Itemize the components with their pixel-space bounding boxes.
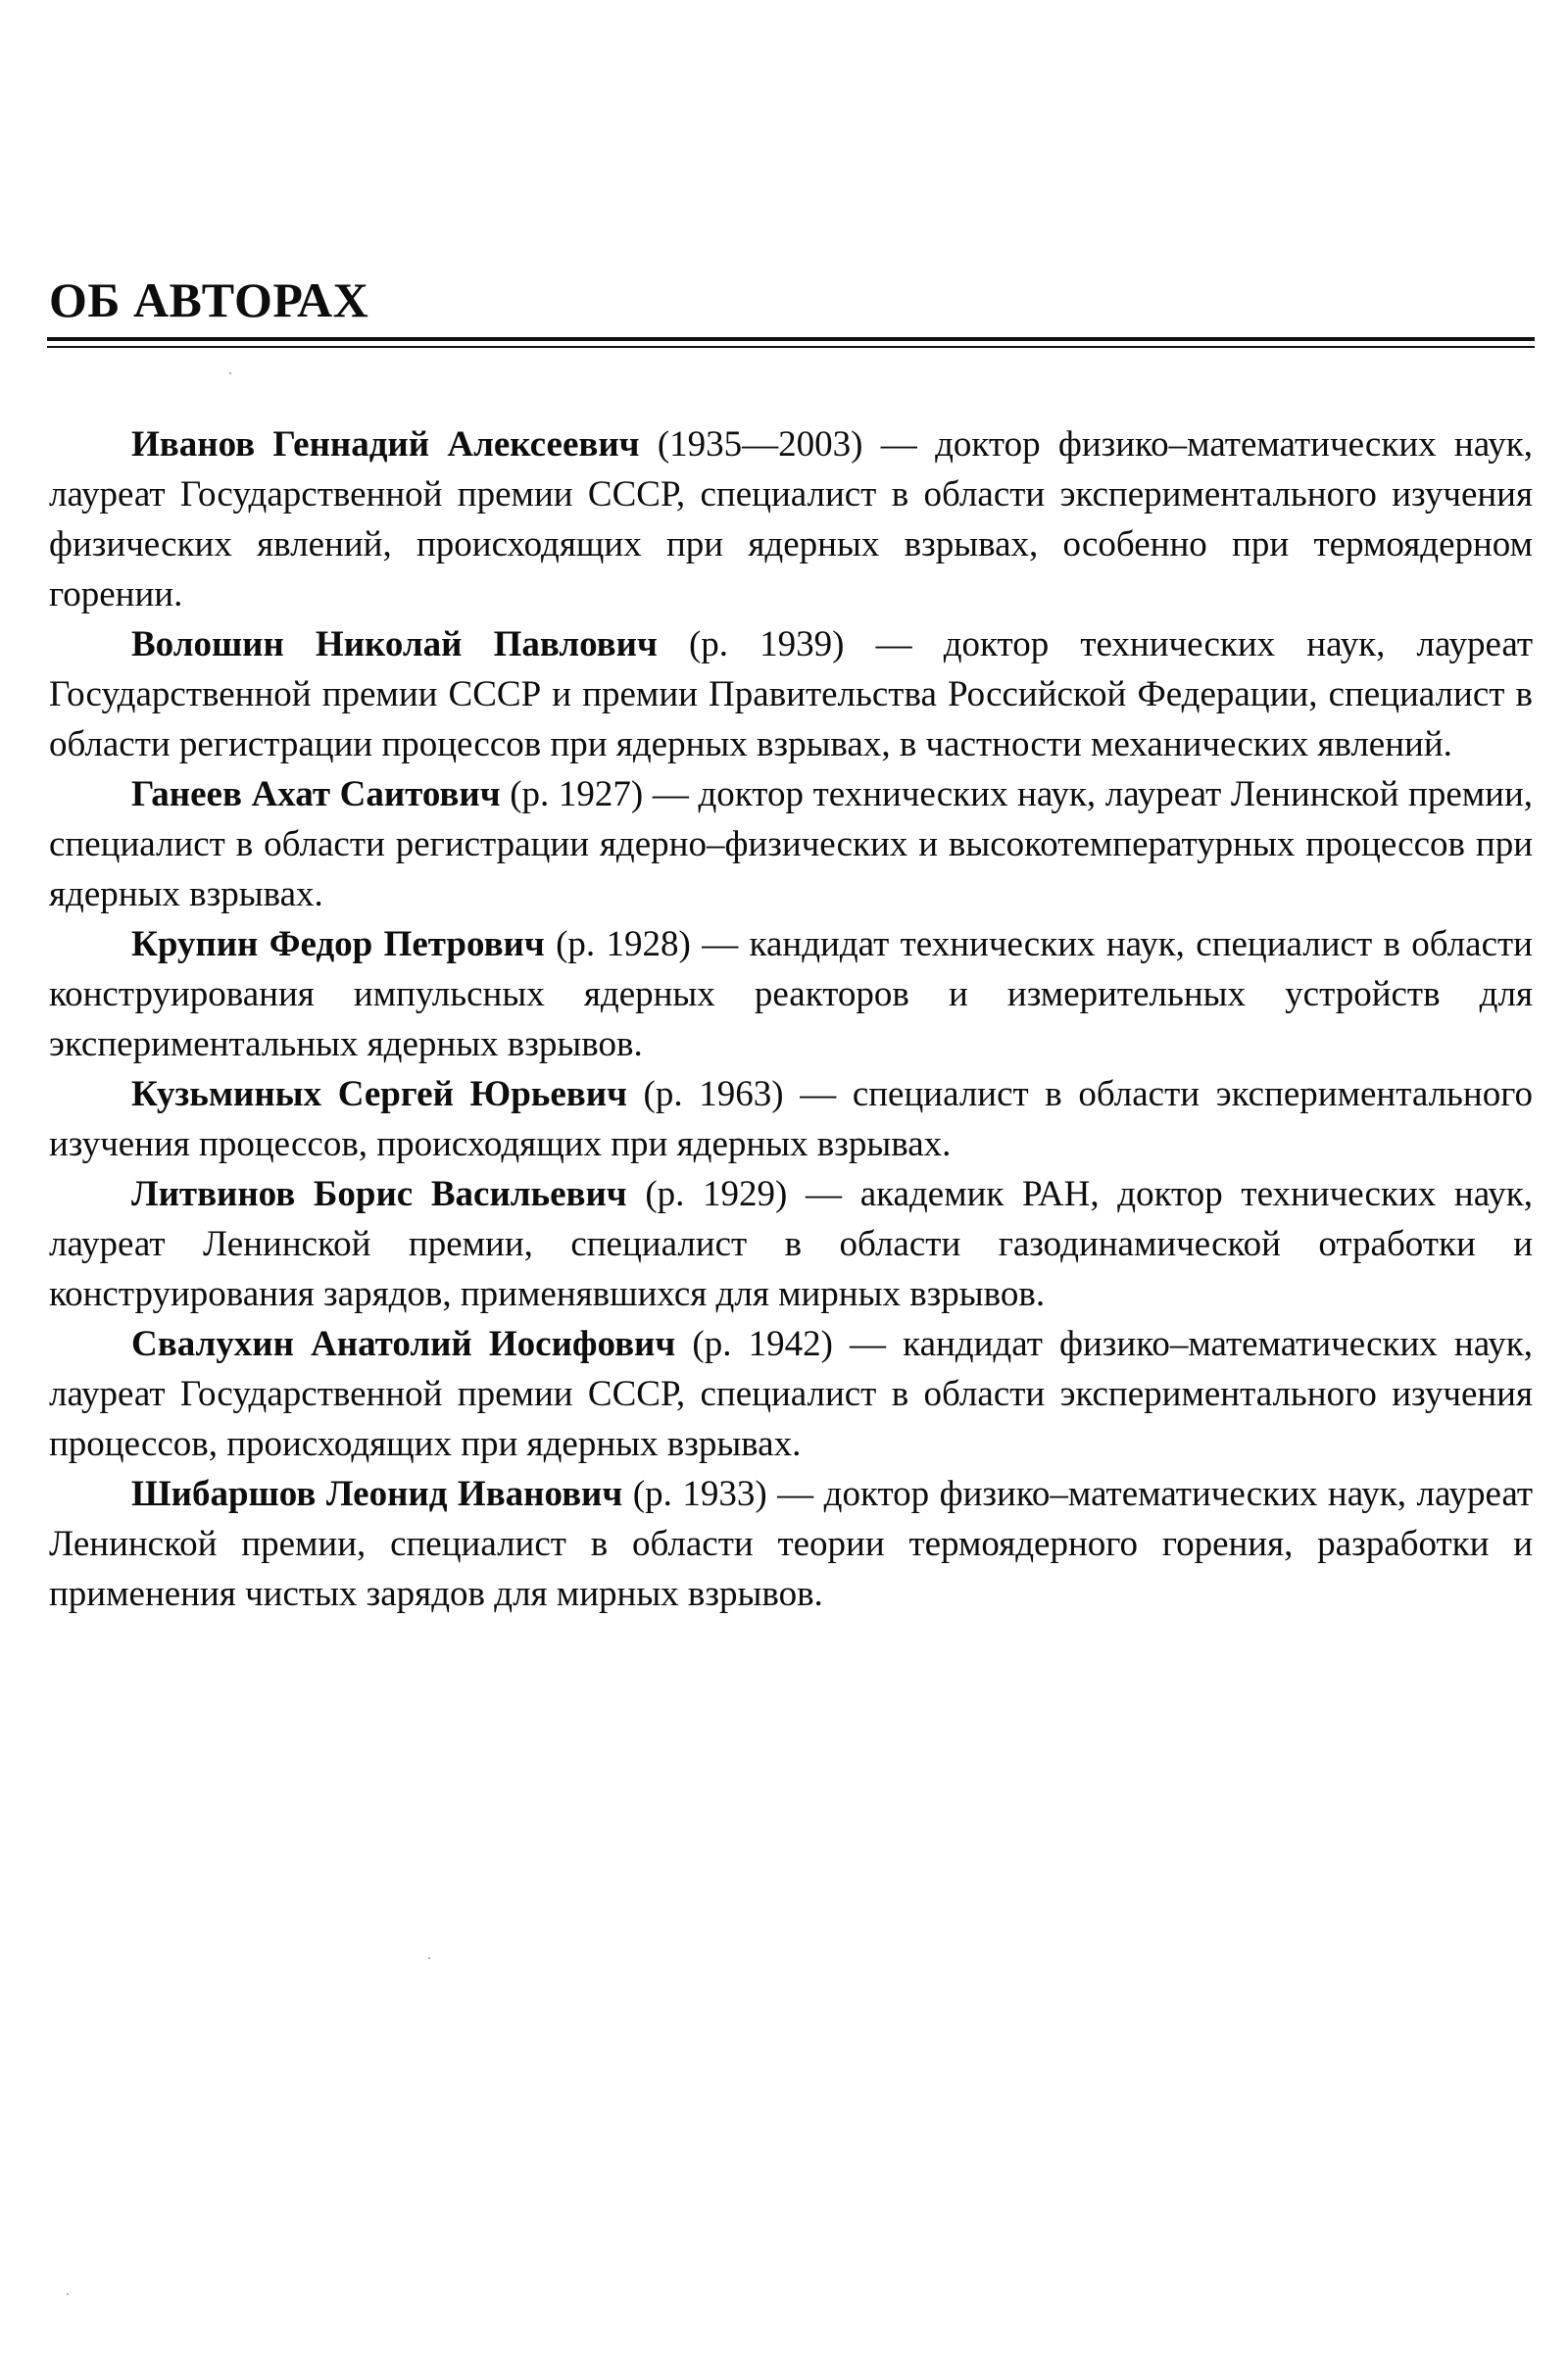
author-bio-ivanov bbox=[49, 419, 1533, 619]
author-description: (р. 1928) — кандидат технических наук, специалист в области конструирования импульсных ядерных реакторов и измерительных устройств для экспериментальных ядерных взрывов. bbox=[49, 924, 1533, 1064]
heading-rule-thick bbox=[47, 337, 1535, 341]
author-name: Волошин Николай Павлович bbox=[131, 624, 658, 664]
author-bio-shibarshov bbox=[49, 1469, 1533, 1619]
author-description: (р. 1929) — академик РАН, доктор технических наук, лауреат Ленинской премии, специалист в области газодинамической отработки и конструирования зарядов, применявшихся для мирных взрывов. bbox=[49, 1174, 1533, 1314]
scan-speck bbox=[428, 1957, 430, 1959]
scan-speck bbox=[67, 2293, 69, 2295]
author-name: Ганеев Ахат Саитович bbox=[131, 774, 501, 814]
author-name: Свалухин Анатолий Иосифович bbox=[131, 1324, 676, 1364]
author-description: (1935—2003) — доктор физико–математических наук, лауреат Государственной премии СССР, специалист в области экспериментального изучения физических явлений, происходящих при ядерных взрывах, особенно при термоядерном горении. bbox=[49, 424, 1533, 614]
author-description: (р. 1942) — кандидат физико–математических наук, лауреат Государственной премии СССР, специалист в области экспериментального изучения процессов, происходящих при ядерных взрывах. bbox=[49, 1324, 1533, 1464]
author-bio-litvinov bbox=[49, 1169, 1533, 1319]
author-name: Литвинов Борис Васильевич bbox=[131, 1174, 627, 1214]
author-bio-ganeev bbox=[49, 769, 1533, 919]
author-bio-krupin bbox=[49, 919, 1533, 1069]
author-description: (р. 1927) — доктор технических наук, лауреат Ленинской премии, специалист в области регистрации ядерно–физических и высокотемпературных процессов при ядерных взрывах. bbox=[49, 774, 1534, 914]
author-name: Шибаршов Леонид Иванович bbox=[131, 1474, 623, 1514]
author-description: (р. 1933) — доктор физико–математических наук, лауреат Ленинской премии, специалист в области теории термоядерного горения, разработки и применения чистых зарядов для мирных взрывов. bbox=[49, 1474, 1533, 1614]
author-name: Иванов Геннадий Алексеевич bbox=[131, 424, 640, 465]
author-bio-voloshin bbox=[49, 619, 1533, 769]
author-bio-kuzminykh bbox=[49, 1069, 1533, 1169]
author-description: (р. 1939) — доктор технических наук, лауреат Государственной премии СССР и премии Правительства Российской Федерации, специалист в области регистрации процессов при ядерных взрывах, в частности механических явлений. bbox=[49, 624, 1533, 764]
author-bio-list bbox=[49, 419, 1533, 1619]
scan-speck bbox=[229, 372, 231, 374]
author-bio-svalukhin bbox=[49, 1319, 1533, 1469]
author-description: (р. 1963) — специалист в области экспериментального изучения процессов, происходящих при ядерных взрывах. bbox=[49, 1074, 1533, 1164]
heading-rule-thin bbox=[47, 346, 1535, 348]
page-title: ОБ АВТОРАХ bbox=[49, 272, 369, 327]
author-name: Крупин Федор Петрович bbox=[131, 924, 545, 964]
author-name: Кузьминых Сергей Юрьевич bbox=[131, 1074, 627, 1114]
